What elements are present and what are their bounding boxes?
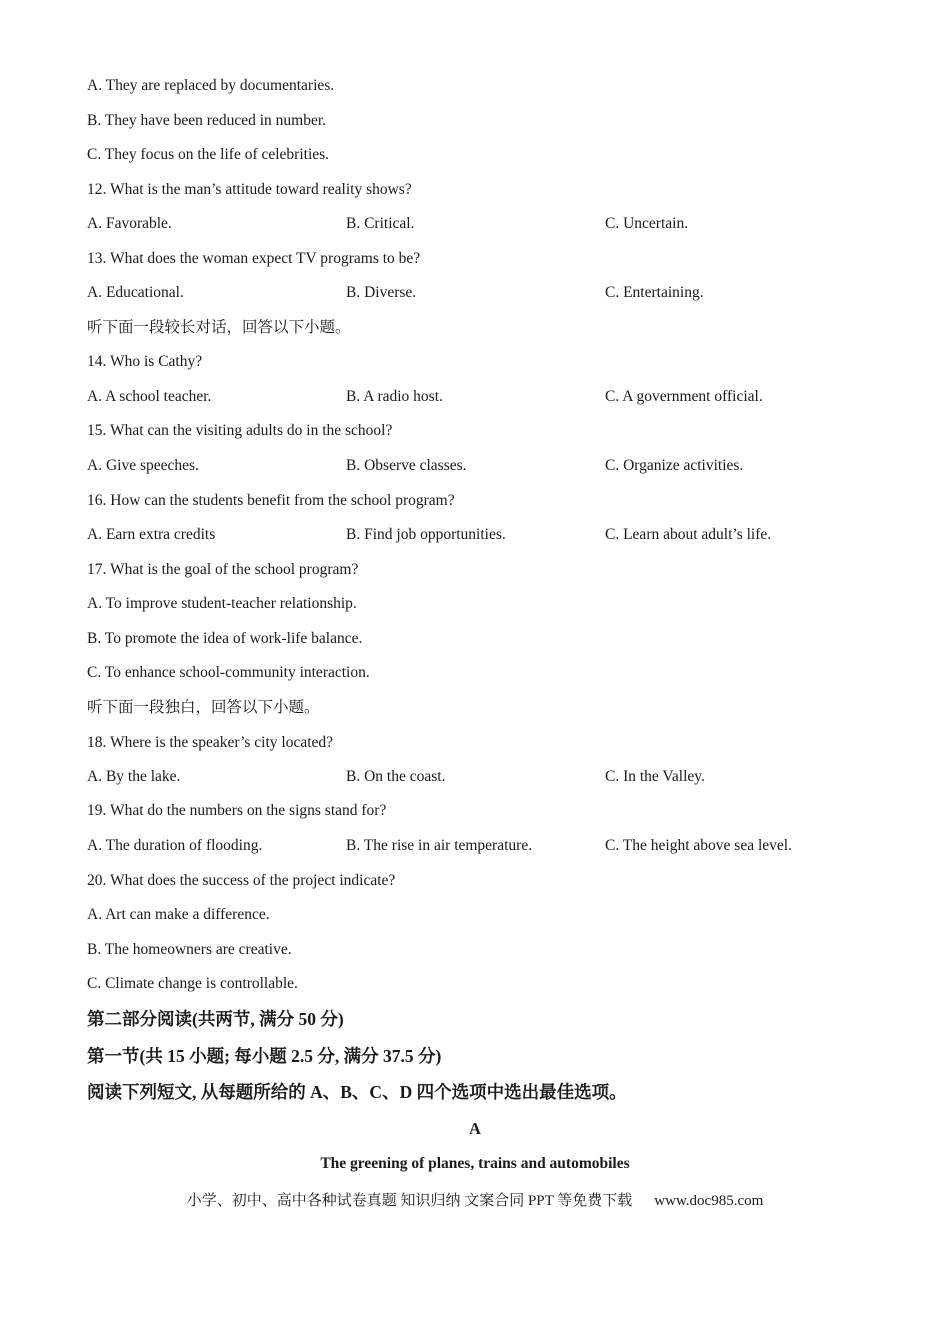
q12-options [87, 214, 867, 234]
instruction-dialogue: 听下面一段较长对话，回答以下小题。 [87, 319, 351, 336]
footer-url[interactable]: www.doc985.com [654, 1193, 764, 1209]
q15-option-a: A. Give speeches. [87, 457, 199, 474]
q19-option-c: C. The height above sea level. [605, 837, 792, 854]
q16-options [87, 525, 867, 545]
reading-instruction: 阅读下列短文, 从每题所给的 A、B、C、D 四个选项中选出最佳选项。 [87, 1082, 627, 1102]
q12-option-c: C. Uncertain. [605, 215, 689, 232]
question-14: 14. Who is Cathy? [87, 353, 203, 370]
q17-option-c: C. To enhance school-community interaction. [87, 664, 370, 681]
question-18: 18. Where is the speaker’s city located? [87, 734, 334, 751]
passage-title: The greening of planes, trains and automobiles [320, 1155, 630, 1172]
question-19: 19. What do the numbers on the signs stand for? [87, 802, 387, 819]
q12-option-b: B. Critical. [346, 215, 415, 232]
q13-option-a: A. Educational. [87, 284, 184, 301]
question-12: 12. What is the man’s attitude toward reality shows? [87, 181, 412, 198]
q17-option-b: B. To promote the idea of work-life balance. [87, 630, 363, 647]
question-13: 13. What does the woman expect TV programs to be? [87, 250, 421, 267]
q15-option-c: C. Organize activities. [605, 457, 744, 474]
question-20: 20. What does the success of the project indicate? [87, 872, 396, 889]
q14-option-b: B. A radio host. [346, 388, 443, 405]
q15-options [87, 456, 867, 476]
q19-option-a: A. The duration of flooding. [87, 837, 263, 854]
q13-options [87, 283, 867, 303]
footer-text: 小学、初中、高中各种试卷真题 知识归纳 文案合同 PPT 等免费下载 [186, 1193, 633, 1209]
q15-option-b: B. Observe classes. [346, 457, 467, 474]
q14-option-c: C. A government official. [605, 388, 763, 405]
part-two-heading: 第二部分阅读(共两节, 满分 50 分) [87, 1009, 344, 1029]
q20-option-b: B. The homeowners are creative. [87, 941, 292, 958]
page-footer [0, 1191, 950, 1211]
q11-option-b: B. They have been reduced in number. [87, 112, 327, 129]
q20-option-a: A. Art can make a difference. [87, 906, 270, 923]
q14-options [87, 387, 867, 407]
question-15: 15. What can the visiting adults do in the school? [87, 422, 393, 439]
section-one-heading: 第一节(共 15 小题; 每小题 2.5 分, 满分 37.5 分) [87, 1046, 442, 1066]
question-17: 17. What is the goal of the school program? [87, 561, 359, 578]
q12-option-a: A. Favorable. [87, 215, 172, 232]
q13-option-b: B. Diverse. [346, 284, 417, 301]
q18-option-a: A. By the lake. [87, 768, 181, 785]
q20-option-c: C. Climate change is controllable. [87, 975, 298, 992]
q16-option-a: A. Earn extra credits [87, 526, 216, 543]
instruction-monologue: 听下面一段独白，回答以下小题。 [87, 699, 320, 716]
q11-option-c: C. They focus on the life of celebrities. [87, 146, 330, 163]
q19-options [87, 836, 867, 856]
q18-options [87, 767, 867, 787]
q13-option-c: C. Entertaining. [605, 284, 704, 301]
q11-option-a: A. They are replaced by documentaries. [87, 77, 335, 94]
q18-option-c: C. In the Valley. [605, 768, 705, 785]
passage-letter: A [469, 1119, 481, 1138]
q19-option-b: B. The rise in air temperature. [346, 837, 533, 854]
q14-option-a: A. A school teacher. [87, 388, 212, 405]
question-16: 16. How can the students benefit from the school program? [87, 492, 455, 509]
q17-option-a: A. To improve student-teacher relationship. [87, 595, 357, 612]
q16-option-c: C. Learn about adult’s life. [605, 526, 772, 543]
q16-option-b: B. Find job opportunities. [346, 526, 506, 543]
q18-option-b: B. On the coast. [346, 768, 446, 785]
